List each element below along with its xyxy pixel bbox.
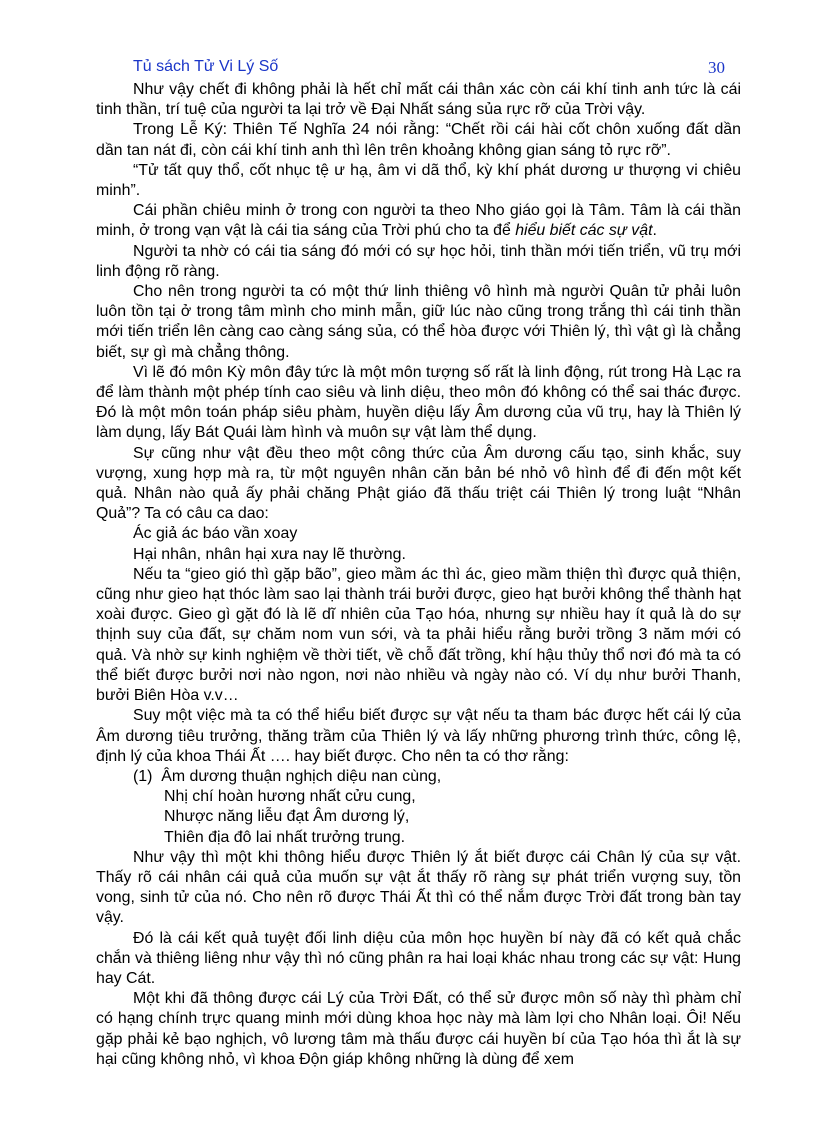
paragraph: Trong Lễ Ký: Thiên Tế Nghĩa 24 nói rằng: “Chết rồi cái hài cốt chôn xuống đất dần dần tan nát đi, còn cái khí tinh anh thì lên trên khoảng không gian sáng tỏ rực rỡ”. (96, 121, 741, 159)
verse-line: Ác giả ác báo vần xoay (133, 525, 298, 543)
paragraph: Vì lẽ đó môn Kỳ môn đây tức là một môn tượng số rất là linh động, rút trong Hà Lạc ra để làm thành một phép tính cao siêu và linh diệu, theo môn đó không có thể sai thác được. Đó là một môn toán pháp siêu phàm, huyền diệu lấy Âm dương của vũ trụ, hay là Thiên lý làm dụng, lấy Bát Quái làm hình và muôn sự vật làm thể dụng. (96, 363, 741, 442)
paragraph: Cho nên trong người ta có một thứ linh thiêng vô hình mà người Quân tử phải luôn luôn tồn tại ở trong tâm mình cho minh mẫn, giữ lúc nào cũng trong trắng thì cái tinh thần mới tiến triển lên càng cao càng sáng sủa, có thể hòa được với Thiên lý, thì vật gì là chẳng biết, sự gì mà chẳng thông. (96, 283, 741, 361)
paragraph: “Tử tất quy thổ, cốt nhục tệ ư hạ, âm vi dã thổ, kỳ khí phát dương ư thượng vi chiêu minh”. (96, 161, 741, 200)
paragraph: Như vậy chết đi không phải là hết chỉ mất cái thân xác còn cái khí tinh anh tức là cái tinh thần, trí tuệ của người ta lại trở về Đại Nhất sáng sủa rực rỡ của Trời vậy. (96, 81, 741, 119)
paragraph: Một khi đã thông được cái Lý của Trời Đất, có thể sử được môn số này thì phàm chỉ có hạng chính trực quang minh mới dùng khoa học này mà làm lợi cho Nhân loại. Ôi! Nếu gặp phải kẻ bạo nghịch, vô lương tâm mà thấu được cái huyền bí của Tạo hóa thì ắt là sự hại cũng không nhỏ, vì khoa Độn giáp không những là dùng để xem (96, 990, 741, 1068)
paragraph: Như vậy thì một khi thông hiểu được Thiên lý ắt biết được cái Chân lý của sự vật. Thấy rõ cái nhân cái quả của muốn sự vật ắt thấy rõ ràng sự phát triển vượng suy, tồn vong, sinh tử của nó. Cho nên rõ được Thái Ất thì có thể nắm được Trời đất trong bàn tay vậy. (96, 848, 741, 927)
paragraph: Đó là cái kết quả tuyệt đối linh diệu của môn học huyền bí này đã có kết quả chắc chắn và thiêng liêng như vậy thì nó cũng phân ra hai loại khác nhau trong các sự vật: Hung hay Cát. (96, 929, 741, 987)
paragraph-end: . (652, 222, 657, 240)
header-title: Tủ sách Tử Vi Lý Số (133, 58, 279, 75)
page-number: 30 (708, 58, 725, 77)
poem-line: Nhược năng liễu đạt Âm dương lý, (164, 808, 410, 826)
paragraph: Người ta nhờ có cái tia sáng đó mới có sự học hỏi, tinh thần mới tiến triển, vũ trụ mới linh động rõ ràng. (96, 242, 741, 280)
verse-line: Hại nhân, nhân hại xưa nay lẽ thường. (133, 545, 406, 563)
poem-line: Nhị chí hoàn hương nhất cửu cung, (164, 788, 416, 806)
paragraph: Suy một việc mà ta có thể hiểu biết được sự vật nếu ta tham bác được hết cái lý của Âm dương tiêu trưởng, thăng trầm của Thiên lý và lấy những phương trình thức, công lệ, định lý của khoa Thái Ất …. hay biết được. Cho nên ta có thơ rằng: (96, 707, 741, 765)
italic-phrase: hiểu biết các sự vật (515, 222, 653, 240)
poem-line: Thiên địa đô lai nhất trưởng trung. (164, 828, 406, 846)
paragraph: Nếu ta “gieo gió thì gặp bão”, gieo mầm ác thì ác, gieo mầm thiện thì được quả thiện, cũng như gieo hạt thóc làm sao lại thành trái bưởi được, gieo hạt bưởi không thể thành hạt xoài được. Gieo gì gặt đó là lẽ dĩ nhiên của Tạo hóa, nhưng sự nhiều hay ít quả là do sự thịnh suy của đất, sự chăm nom vun sới, và ta phải hiểu rằng bưởi trồng 3 năm mới có quả. Và nhờ sự kinh nghiệm về thời tiết, về chỗ đất trồng, khí hậu thủy thổ nơi đó mà ta có thể biết được bưởi nơi nào ngon, nơi nào nhiều và ngày nào có. Ví dụ như bưởi Thanh, bưởi Biên Hòa v.v… (96, 565, 741, 705)
page-body (96, 80, 741, 1070)
paragraph: Sự cũng như vật đều theo một công thức của Âm dương cấu tạo, sinh khắc, suy vượng, xung hợp mà ra, từ một nguyên nhân căn bản bé nhỏ vô hình để đi đến một kết quả. Nhân nào quả ấy phải chăng Phật giáo đã thấu triệt cái Thiên lý trong luật “Nhân Quả”? Ta có câu ca dao: (96, 444, 741, 523)
poem-line: (1) Âm dương thuận nghịch diệu nan cùng, (133, 767, 442, 785)
paragraph (96, 201, 741, 241)
paragraph-text: Cái phần chiêu minh ở trong con người ta theo Nho giáo gọi là Tâm. Tâm là cái thần minh, ở trong vạn vật là cái tia sáng của Trời phú cho ta để (96, 202, 741, 240)
page-header (133, 58, 725, 80)
